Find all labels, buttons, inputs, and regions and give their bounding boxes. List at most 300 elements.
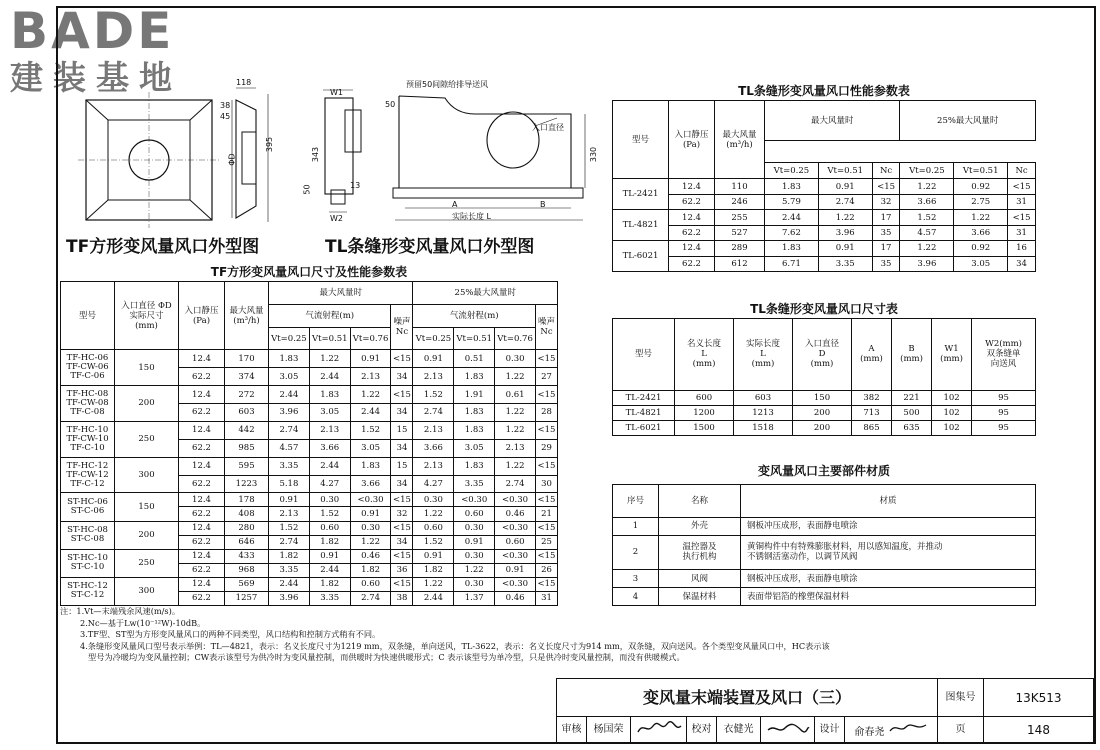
value-cell: <15 <box>391 549 413 563</box>
value-cell: <15 <box>391 350 413 368</box>
table-row <box>613 390 1036 405</box>
vt-label: Nc <box>1008 163 1036 179</box>
size-header-cell: W2(mm) 双条缝单 向送风 <box>972 319 1036 391</box>
note-line: 3.TF型、ST型为方形变风量风口的两种不同类型，风口结构和控制方式稍有不同。 <box>80 629 381 639</box>
value-cell: 12.4 <box>669 210 715 225</box>
value-cell: 0.30 <box>350 521 391 535</box>
tf-vt-label: Vt=0.76 <box>495 328 536 350</box>
table-row <box>613 517 1036 535</box>
value-cell: 1500 <box>675 420 734 435</box>
value-cell: 1257 <box>225 591 269 605</box>
value-cell: 0.46 <box>495 507 536 521</box>
table-row <box>613 535 1036 569</box>
value-cell: 0.30 <box>309 493 350 507</box>
value-cell: 3.96 <box>900 256 954 271</box>
value-cell: 2.44 <box>309 563 350 577</box>
value-cell: 1.22 <box>350 386 391 404</box>
logo-sub: 建装基地 <box>10 58 182 97</box>
value-cell: 3.05 <box>309 403 350 421</box>
value-cell: 1.83 <box>269 350 310 368</box>
mat-h-name: 名称 <box>659 485 741 518</box>
value-cell: <15 <box>536 386 558 404</box>
table-row <box>613 194 1036 209</box>
dim-50-bottom: 50 <box>302 184 312 195</box>
tf-perf-body <box>61 350 558 606</box>
tf-vt-label: Vt=0.51 <box>454 328 495 350</box>
value-cell: 2.44 <box>765 210 819 225</box>
value-cell: 1.22 <box>350 535 391 549</box>
value-cell: 0.60 <box>495 535 536 549</box>
material-cell: 4 <box>613 588 659 606</box>
tf-th-throw: 气流射程(m) <box>269 305 391 328</box>
dim-395: 395 <box>265 136 275 153</box>
value-cell: 32 <box>391 507 413 521</box>
title-block <box>556 678 1094 742</box>
dim-13: 13 <box>350 181 361 190</box>
value-cell: 34 <box>391 475 413 493</box>
value-cell: 0.91 <box>413 549 454 563</box>
value-cell: 178 <box>225 493 269 507</box>
value-cell: <15 <box>391 521 413 535</box>
value-cell: 2.13 <box>309 421 350 439</box>
value-cell: 0.60 <box>350 577 391 591</box>
tf-th-noise: 噪声 Nc <box>391 305 413 350</box>
value-cell: 0.60 <box>309 521 350 535</box>
value-cell: 1.52 <box>269 521 310 535</box>
value-cell: 3.35 <box>269 457 310 475</box>
value-cell: 3.05 <box>954 256 1008 271</box>
value-cell: 102 <box>932 390 972 405</box>
materials-table <box>612 484 1036 606</box>
vt-label: Nc <box>872 163 900 179</box>
size-header-cell: 型号 <box>613 319 675 391</box>
tf-vt-label: Vt=0.25 <box>413 328 454 350</box>
value-cell: 62.2 <box>179 507 225 521</box>
size-header-cell: 名义长度 L (mm) <box>675 319 734 391</box>
value-cell: 2.44 <box>269 386 310 404</box>
value-cell: 31 <box>1008 194 1036 209</box>
value-cell: 36 <box>391 563 413 577</box>
value-cell: <15 <box>536 421 558 439</box>
value-cell: 62.2 <box>179 403 225 421</box>
note-line: 2.Nc—基于Lw(10⁻¹²W)-10dB。 <box>80 617 206 628</box>
vt-label: Vt=0.25 <box>765 163 819 179</box>
dim-343: 343 <box>311 146 321 163</box>
dim-w2: W2 <box>330 214 343 223</box>
value-cell: 0.91 <box>350 350 391 368</box>
value-cell: 3.35 <box>818 256 872 271</box>
atlas-number: 13K513 <box>984 679 1094 717</box>
value-cell: 4.57 <box>269 439 310 457</box>
table-row <box>61 493 558 507</box>
th-max: 最大风量时 <box>765 101 900 141</box>
value-cell: 25 <box>536 535 558 549</box>
value-cell: 0.91 <box>309 549 350 563</box>
checker-signature <box>761 717 815 743</box>
value-cell: 1.22 <box>413 507 454 521</box>
value-cell: 5.79 <box>765 194 819 209</box>
note-line: 4.条缝形变风量风口型号表示举例：TL—4821，表示：名义长度尺寸为1219 mm，双条缝，单向送风，TL-3622，表示：名义长度尺寸为914 mm，双条缝，双向送风。各个类型变风量风口中，HC表示该 <box>80 640 830 651</box>
model-cell: TF-HC-10 TF-CW-10 TF-C-10 <box>61 421 115 457</box>
value-cell: 0.30 <box>413 493 454 507</box>
dia-cell: 300 <box>115 457 179 493</box>
note-line: 型号为冷暖均为变风量控制；CW表示该型号为供冷时为变风量控制，而供暖时为快速供暖形式；C 表示该型号为单冷型，只是供冷时变风量控制，而没有供暖模式。 <box>88 652 685 662</box>
value-cell: 35 <box>872 256 900 271</box>
value-cell: 4.57 <box>900 225 954 240</box>
dim-b: B <box>540 200 546 209</box>
value-cell: 1.82 <box>309 535 350 549</box>
tf-th-max: 最大风量时 <box>269 282 413 305</box>
tf-diffuser-drawing <box>78 78 278 238</box>
materials-body <box>613 517 1036 605</box>
value-cell: 1.22 <box>309 350 350 368</box>
value-cell: 34 <box>391 403 413 421</box>
value-cell: 1.82 <box>413 563 454 577</box>
tl-size-table <box>612 318 1036 436</box>
dim-w1: W1 <box>330 88 343 97</box>
dim-50-top: 50 <box>385 100 396 109</box>
table-row <box>61 421 558 439</box>
value-cell: 603 <box>225 403 269 421</box>
value-cell: 1.22 <box>454 563 495 577</box>
table-row <box>613 588 1036 606</box>
value-cell: 1518 <box>734 420 793 435</box>
value-cell: 2.13 <box>413 368 454 386</box>
tl-perf-body <box>613 179 1036 272</box>
value-cell: 1213 <box>734 405 793 420</box>
value-cell: 62.2 <box>179 475 225 493</box>
value-cell: 3.66 <box>350 475 391 493</box>
value-cell: 15 <box>391 457 413 475</box>
size-header-cell: 入口直径 D (mm) <box>793 319 852 391</box>
value-cell: 2.13 <box>269 507 310 521</box>
check-label: 校对 <box>687 717 717 743</box>
tf-vt-label: Vt=0.76 <box>350 328 391 350</box>
value-cell: 1.22 <box>495 403 536 421</box>
value-cell: 3.05 <box>454 439 495 457</box>
value-cell: 12.4 <box>669 241 715 256</box>
value-cell: 12.4 <box>179 386 225 404</box>
value-cell: 1.83 <box>454 403 495 421</box>
value-cell: 3.66 <box>309 439 350 457</box>
value-cell: 17 <box>872 210 900 225</box>
tl-perf-table <box>612 100 1036 272</box>
dim-phi-d: ΦD <box>227 153 237 166</box>
value-cell: 3.05 <box>269 368 310 386</box>
value-cell: <15 <box>391 493 413 507</box>
value-cell: 1.22 <box>900 241 954 256</box>
value-cell: 1.52 <box>350 421 391 439</box>
designer-name: 俞春尧 <box>854 727 885 738</box>
table-row <box>613 420 1036 435</box>
value-cell: 34 <box>1008 256 1036 271</box>
value-cell: 34 <box>391 368 413 386</box>
dim-330: 330 <box>589 146 599 163</box>
value-cell: 2.74 <box>495 475 536 493</box>
value-cell: 3.35 <box>269 563 310 577</box>
value-cell: 62.2 <box>179 591 225 605</box>
value-cell: 62.2 <box>179 439 225 457</box>
designer-name-cell <box>845 717 938 743</box>
value-cell: 374 <box>225 368 269 386</box>
value-cell: 1.37 <box>454 591 495 605</box>
table-row <box>613 241 1036 256</box>
value-cell: 150 <box>793 390 852 405</box>
page-number: 148 <box>984 717 1094 743</box>
table-row <box>61 549 558 563</box>
value-cell: <15 <box>1008 179 1036 194</box>
value-cell: 0.91 <box>818 241 872 256</box>
value-cell: 865 <box>851 420 891 435</box>
value-cell: 3.35 <box>454 475 495 493</box>
material-cell: 3 <box>613 570 659 588</box>
tf-th-noise-25: 噪声 Nc <box>536 305 558 350</box>
value-cell: 221 <box>892 390 932 405</box>
value-cell: 3.66 <box>900 194 954 209</box>
value-cell: 603 <box>734 390 793 405</box>
value-cell: 3.05 <box>350 439 391 457</box>
value-cell: 1.22 <box>818 210 872 225</box>
value-cell: 1.22 <box>495 421 536 439</box>
value-cell: 110 <box>715 179 765 194</box>
mat-h-no: 序号 <box>613 485 659 518</box>
value-cell: 95 <box>972 420 1036 435</box>
value-cell: 12.4 <box>179 521 225 535</box>
th-flow: 最大风量 (m³/h) <box>715 101 765 179</box>
dia-cell: 200 <box>115 521 179 549</box>
value-cell: 27 <box>536 368 558 386</box>
value-cell: 0.92 <box>954 241 1008 256</box>
value-cell: 408 <box>225 507 269 521</box>
value-cell: 985 <box>225 439 269 457</box>
value-cell: 0.91 <box>269 493 310 507</box>
value-cell: 62.2 <box>179 563 225 577</box>
tf-th-25: 25%最大风量时 <box>413 282 558 305</box>
value-cell: 246 <box>715 194 765 209</box>
value-cell: 569 <box>225 577 269 591</box>
material-cell: 温控器及 执行机构 <box>659 535 741 569</box>
tf-th-dia: 入口直径 ΦD 实际尺寸 (mm) <box>115 282 179 350</box>
value-cell: 12.4 <box>669 179 715 194</box>
model-cell: TF-HC-06 TF-CW-06 TF-C-06 <box>61 350 115 386</box>
value-cell: <15 <box>536 549 558 563</box>
value-cell: 612 <box>715 256 765 271</box>
value-cell: 2.44 <box>269 577 310 591</box>
value-cell: 2.13 <box>413 421 454 439</box>
materials-title: 变风量风口主要部件材质 <box>757 464 890 478</box>
vt-label: Vt=0.51 <box>954 163 1008 179</box>
value-cell: 280 <box>225 521 269 535</box>
value-cell: 1223 <box>225 475 269 493</box>
value-cell: 2.44 <box>309 457 350 475</box>
value-cell: 21 <box>536 507 558 521</box>
value-cell: 1.82 <box>309 577 350 591</box>
dia-cell: 200 <box>115 386 179 422</box>
value-cell: 62.2 <box>179 368 225 386</box>
value-cell: 2.74 <box>413 403 454 421</box>
tl-drawing-caption: TL条缝形变风量风口外型图 <box>325 237 535 257</box>
dim-118: 118 <box>236 78 252 87</box>
tf-th-pressure: 入口静压 (Pa) <box>179 282 225 350</box>
value-cell: 2.13 <box>413 457 454 475</box>
value-cell: 1.22 <box>900 179 954 194</box>
model-cell: ST-HC-10 ST-C-10 <box>61 549 115 577</box>
checker-name: 衣健光 <box>717 717 761 743</box>
material-cell: 保温材料 <box>659 588 741 606</box>
size-header-cell: B (mm) <box>892 319 932 391</box>
value-cell: 0.92 <box>954 179 1008 194</box>
notes <box>60 606 830 664</box>
value-cell: 1.52 <box>309 507 350 521</box>
reviewer-name: 杨国荣 <box>587 717 631 743</box>
review-label: 审核 <box>557 717 587 743</box>
table-row <box>61 577 558 591</box>
material-cell: 2 <box>613 535 659 569</box>
value-cell: 3.96 <box>269 591 310 605</box>
dim-a: A <box>452 200 458 209</box>
value-cell: 16 <box>1008 241 1036 256</box>
table-row <box>613 570 1036 588</box>
value-cell: 12.4 <box>179 350 225 368</box>
model-cell: ST-HC-06 ST-C-06 <box>61 493 115 521</box>
value-cell: 0.30 <box>454 577 495 591</box>
table-row <box>61 386 558 404</box>
value-cell: 4.27 <box>309 475 350 493</box>
value-cell: 31 <box>1008 225 1036 240</box>
size-header-cell: 实际长度 L (mm) <box>734 319 793 391</box>
value-cell: 26 <box>536 563 558 577</box>
value-cell: 17 <box>872 241 900 256</box>
value-cell: <0.30 <box>495 577 536 591</box>
material-cell: 风阀 <box>659 570 741 588</box>
material-cell: 黄铜构件中有特殊膨胀材料，用以感知温度，并推动 不锈钢活塞动作，以调节风阀 <box>741 535 1036 569</box>
value-cell: 0.91 <box>350 507 391 521</box>
value-cell: 1.22 <box>495 368 536 386</box>
value-cell: 0.30 <box>495 350 536 368</box>
tf-th-flow: 最大风量 (m³/h) <box>225 282 269 350</box>
value-cell: 102 <box>932 405 972 420</box>
value-cell: 1.52 <box>413 386 454 404</box>
value-cell: 1.83 <box>454 368 495 386</box>
value-cell: TL-4821 <box>613 405 675 420</box>
value-cell: 2.74 <box>818 194 872 209</box>
value-cell: 635 <box>892 420 932 435</box>
value-cell: 3.66 <box>954 225 1008 240</box>
model-cell: TL-4821 <box>613 210 669 241</box>
value-cell: <0.30 <box>350 493 391 507</box>
value-cell: 1.22 <box>413 577 454 591</box>
value-cell: <15 <box>872 179 900 194</box>
value-cell: 1.82 <box>269 549 310 563</box>
value-cell: <15 <box>536 521 558 535</box>
design-label: 设计 <box>815 717 845 743</box>
value-cell: 527 <box>715 225 765 240</box>
tf-vt-label: Vt=0.51 <box>309 328 350 350</box>
table-row <box>613 256 1036 271</box>
table-row <box>613 405 1036 420</box>
value-cell: <0.30 <box>495 493 536 507</box>
value-cell: 2.44 <box>309 368 350 386</box>
value-cell: <0.30 <box>495 549 536 563</box>
value-cell: 2.74 <box>269 535 310 549</box>
dia-cell: 150 <box>115 493 179 521</box>
value-cell: 3.96 <box>818 225 872 240</box>
value-cell: 95 <box>972 390 1036 405</box>
value-cell: 1.83 <box>454 457 495 475</box>
value-cell: 382 <box>851 390 891 405</box>
value-cell: 0.46 <box>495 591 536 605</box>
value-cell: 30 <box>536 475 558 493</box>
value-cell: 6.71 <box>765 256 819 271</box>
dim-38: 38 <box>220 101 231 110</box>
value-cell: 713 <box>851 405 891 420</box>
value-cell: 170 <box>225 350 269 368</box>
value-cell: 0.91 <box>818 179 872 194</box>
value-cell: 12.4 <box>179 421 225 439</box>
value-cell: 1.22 <box>954 210 1008 225</box>
value-cell: 1.83 <box>350 457 391 475</box>
model-cell: ST-HC-12 ST-C-12 <box>61 577 115 605</box>
value-cell: 646 <box>225 535 269 549</box>
value-cell: 2.44 <box>413 591 454 605</box>
value-cell: <15 <box>536 350 558 368</box>
value-cell: 32 <box>872 194 900 209</box>
value-cell: <0.30 <box>495 521 536 535</box>
value-cell: 34 <box>391 535 413 549</box>
value-cell: 62.2 <box>669 256 715 271</box>
tl-perf-title: TL条缝形变风量风口性能参数表 <box>738 84 910 98</box>
value-cell: 255 <box>715 210 765 225</box>
value-cell: 62.2 <box>669 194 715 209</box>
model-cell: TF-HC-12 TF-CW-12 TF-C-12 <box>61 457 115 493</box>
value-cell: 600 <box>675 390 734 405</box>
value-cell: 12.4 <box>179 457 225 475</box>
size-header-cell: W1 (mm) <box>932 319 972 391</box>
value-cell: 289 <box>715 241 765 256</box>
value-cell: 2.44 <box>350 403 391 421</box>
value-cell: 38 <box>391 591 413 605</box>
sheet-title: 变风量末端装置及风口（三） <box>557 679 938 717</box>
value-cell: 7.62 <box>765 225 819 240</box>
value-cell: <15 <box>536 457 558 475</box>
atlas-label: 图集号 <box>938 679 984 717</box>
value-cell: 2.75 <box>954 194 1008 209</box>
value-cell: 500 <box>892 405 932 420</box>
table-row <box>61 521 558 535</box>
value-cell: 12.4 <box>179 549 225 563</box>
table-row <box>613 179 1036 194</box>
model-cell: TF-HC-08 TF-CW-08 TF-C-08 <box>61 386 115 422</box>
size-header-cell: A (mm) <box>851 319 891 391</box>
dim-length: 实际长度 L <box>452 212 491 221</box>
value-cell: 2.74 <box>269 421 310 439</box>
value-cell: 0.30 <box>454 549 495 563</box>
note-line: 注：1.Vt—末端残余风速(m/s)。 <box>60 606 181 616</box>
tf-drawing-caption: TF方形变风量风口外型图 <box>66 237 260 257</box>
value-cell: 0.91 <box>413 350 454 368</box>
value-cell: 62.2 <box>179 535 225 549</box>
value-cell: 0.91 <box>495 563 536 577</box>
value-cell: 2.13 <box>495 439 536 457</box>
dia-cell: 250 <box>115 549 179 577</box>
tl-size-header <box>613 319 1036 391</box>
material-cell: 外壳 <box>659 517 741 535</box>
value-cell: 34 <box>391 439 413 457</box>
value-cell: 1.82 <box>350 563 391 577</box>
tf-vt-label: Vt=0.25 <box>269 328 310 350</box>
value-cell: 0.30 <box>454 521 495 535</box>
value-cell: 595 <box>225 457 269 475</box>
